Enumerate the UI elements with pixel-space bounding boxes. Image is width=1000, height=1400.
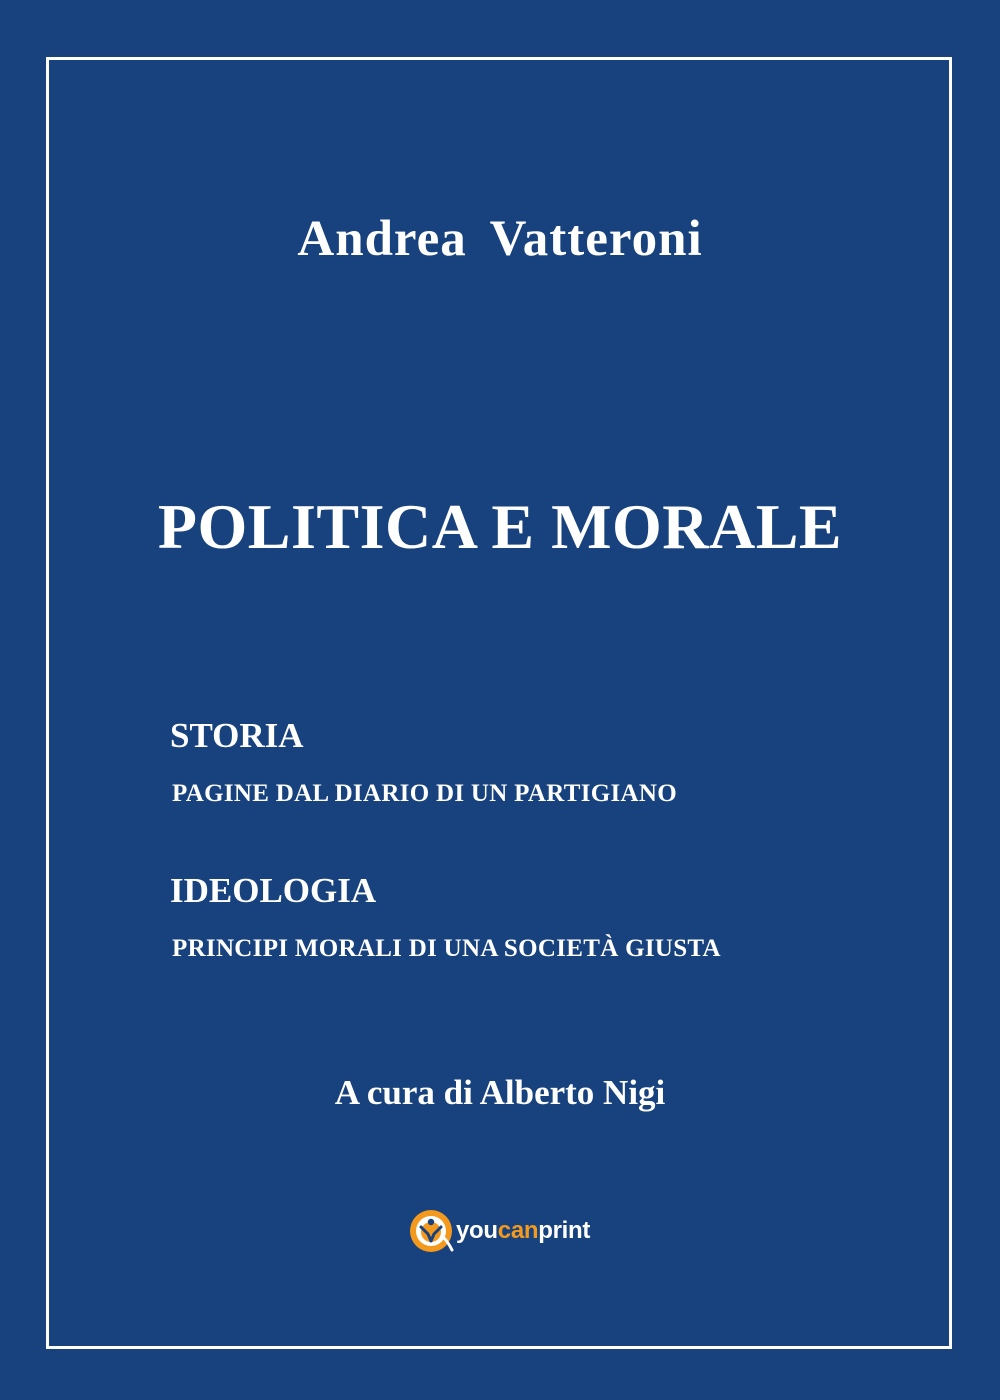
section-subtitle-ideologia: PRINCIPI MORALI DI UNA SOCIETÀ GIUSTA	[172, 935, 721, 962]
section-heading-ideologia: IDEOLOGIA	[170, 871, 377, 910]
publisher-wordmark-you: you	[456, 1217, 498, 1244]
author-name: Andrea Vatteroni	[297, 211, 703, 267]
publisher-logo	[408, 1208, 590, 1254]
publisher-wordmark-print: print	[538, 1217, 591, 1244]
publisher-wordmark-can: can	[497, 1217, 539, 1244]
book-title: POLITICA E MORALE	[157, 491, 843, 562]
section-subtitle-storia: PAGINE DAL DIARIO DI UN PARTIGIANO	[172, 780, 677, 807]
editor-credit: A cura di Alberto Nigi	[334, 1073, 666, 1112]
publisher-wordmark	[456, 1217, 590, 1245]
section-heading-storia: STORIA	[170, 716, 304, 755]
youcanprint-logo-icon	[408, 1208, 454, 1254]
